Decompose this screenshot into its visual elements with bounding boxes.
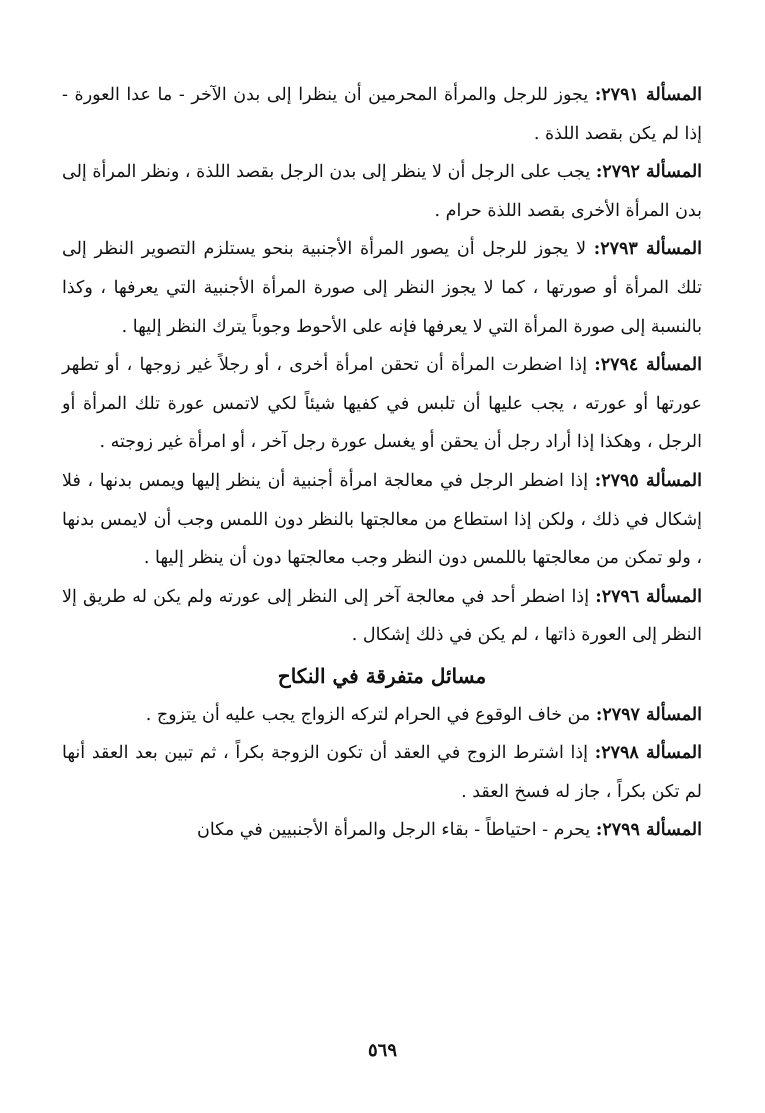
- ruling-text: إذا اشترط الزوج في العقد أن تكون الزوجة بكراً ، ثم تبين بعد العقد أنها لم تكن بكراً ، جاز له فسخ العقد .: [62, 743, 702, 802]
- ruling-text: من خاف الوقوع في الحرام لتركه الزواج يجب عليه أن يتزوج .: [145, 704, 596, 725]
- ruling-label: المسألة ٢٧٩٩:: [595, 820, 702, 841]
- ruling-text: إذا اضطرت المرأة أن تحقن امرأة أخرى ، أو رجلاً غير زوجها ، أو تطهر عورتها أو عورته ، يجب عليها أن تلبس في كفيها شيئاً لكي لاتمس عورة تلك المرأة أو الرجل ، وهكذا إذا أراد رجل أن يحقن أو يغسل عورة رجل آخر ، أو امرأة غير زوجته .: [62, 355, 702, 453]
- ruling-label: المسألة ٢٧٩٣:: [593, 239, 703, 260]
- ruling-label: المسألة ٢٧٩٧:: [595, 704, 702, 725]
- ruling-2795: [62, 462, 702, 578]
- ruling-2792: [62, 153, 702, 230]
- page-body: [62, 76, 702, 850]
- ruling-label: المسألة ٢٧٩٦:: [595, 586, 702, 607]
- ruling-2799: [62, 811, 702, 850]
- ruling-2798: [62, 734, 702, 811]
- ruling-2797: [62, 696, 702, 735]
- ruling-text: يجوز للرجل والمرأة المحرمين أن ينظرا إلى بدن الآخر - ما عدا العورة - إذا لم يكن بقصد اللذة .: [62, 85, 702, 144]
- ruling-2793: [62, 230, 702, 346]
- ruling-text: لا يجوز للرجل أن يصور المرأة الأجنبية بنحو يستلزم التصوير النظر إلى تلك المرأة أو صورتها ، كما لا يجوز النظر إلى صورة المرأة الأجنبية التي يعرفها ، وكذا بالنسبة إلى صورة المرأة التي لا يعرفها فإنه على الأحوط وجوباً يترك النظر إليها .: [62, 239, 702, 337]
- ruling-2791: [62, 76, 702, 153]
- ruling-2796: [62, 578, 702, 655]
- ruling-label: المسألة ٢٧٩٥:: [594, 470, 702, 491]
- ruling-text: يحرم - احتياطاً - بقاء الرجل والمرأة الأجنبيين في مكان: [196, 820, 596, 841]
- ruling-label: المسألة ٢٧٩١:: [594, 85, 703, 105]
- ruling-2794: [62, 346, 702, 462]
- ruling-text: يجب على الرجل أن لا ينظر إلى بدن الرجل بقصد اللذة ، ونظر المرأة إلى بدن المرأة الأخرى بقصد اللذة حرام .: [62, 162, 702, 221]
- section-heading: مسائل متفرقة في النكاح: [277, 663, 487, 688]
- ruling-label: المسألة ٢٧٩٢:: [595, 162, 703, 183]
- ruling-text: إذا اضطر أحد في معالجة آخر إلى النظر إلى عورته ولم يكن له طريق إلا النظر إلى العورة ذاتها ، لم يكن في ذلك إشكال .: [62, 586, 702, 646]
- page-number: ٥٦٩: [367, 1040, 397, 1061]
- ruling-label: المسألة ٢٧٩٨:: [594, 743, 703, 764]
- ruling-text: إذا اضطر الرجل في معالجة امرأة أجنبية أن ينظر إليها ويمس بدنها ، فلا إشكال في ذلك ، ولكن إذا استطاع من معالجتها بالنظر دون اللمس وجب أن لايمس بدنها ، ولو تمكن من معالجتها باللمس دون النظر وجب معالجتها دون أن ينظر إليها .: [62, 470, 702, 569]
- ruling-label: المسألة ٢٧٩٤:: [594, 355, 702, 376]
